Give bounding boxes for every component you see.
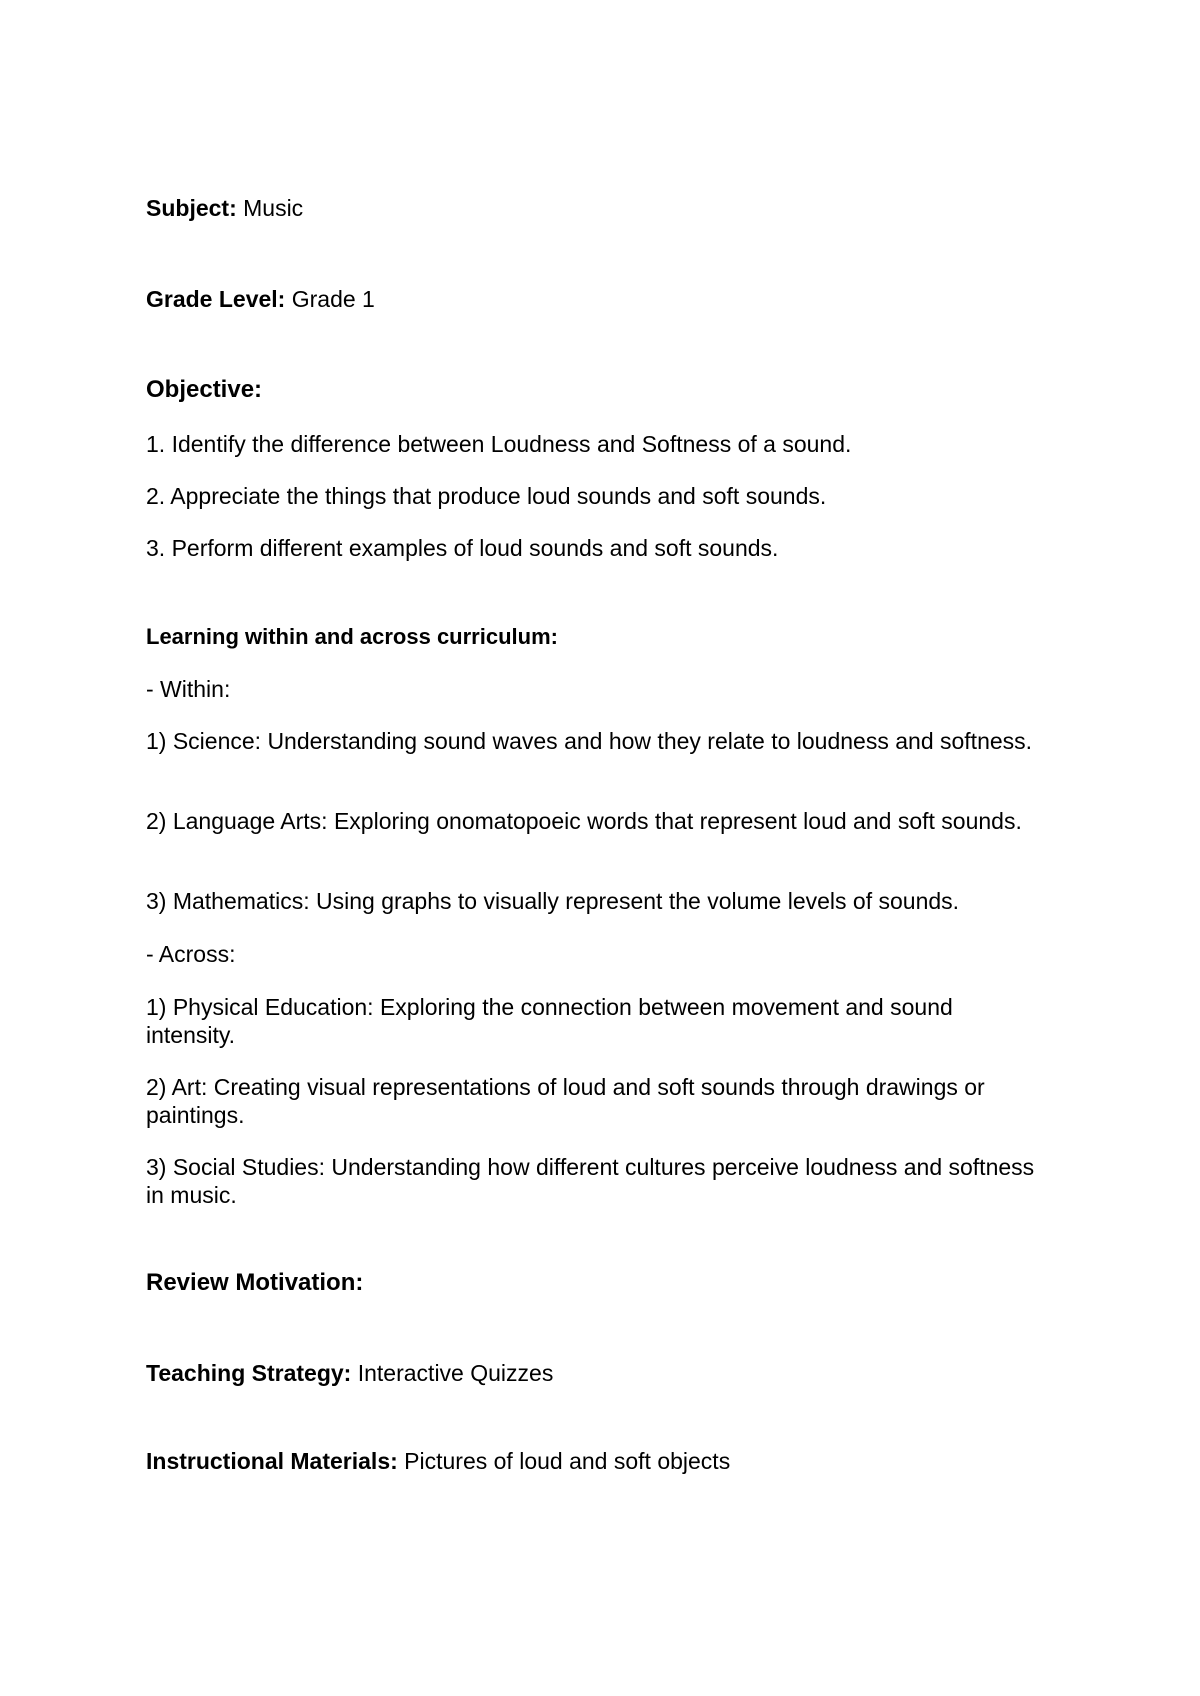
objective-item: 3. Perform different examples of loud sounds and soft sounds.	[146, 535, 779, 561]
instructional-materials-label: Instructional Materials:	[146, 1448, 398, 1474]
teaching-strategy-line	[146, 1359, 1046, 1387]
review-motivation-heading: Review Motivation:	[146, 1269, 364, 1296]
learning-heading: Learning within and across curriculum:	[146, 624, 558, 649]
grade-level-line	[146, 285, 1046, 313]
subject-line	[146, 194, 1046, 222]
within-label: - Within:	[146, 676, 231, 702]
objective-item: 1. Identify the difference between Loudness and Softness of a sound.	[146, 431, 852, 457]
across-item: 3) Social Studies: Understanding how different cultures perceive loudness and softness in music.	[146, 1154, 1035, 1208]
objective-item: 2. Appreciate the things that produce loud sounds and soft sounds.	[146, 483, 827, 509]
grade-level-label: Grade Level:	[146, 286, 286, 312]
teaching-strategy-label: Teaching Strategy:	[146, 1360, 352, 1386]
instructional-materials-value: Pictures of loud and soft objects	[404, 1448, 731, 1474]
subject-value: Music	[243, 195, 304, 221]
within-item: 3) Mathematics: Using graphs to visually represent the volume levels of sounds.	[146, 888, 960, 914]
subject-label: Subject:	[146, 195, 237, 221]
objective-heading: Objective:	[146, 376, 263, 403]
within-item: 2) Language Arts: Exploring onomatopoeic words that represent loud and soft sounds.	[146, 808, 1022, 834]
across-label: - Across:	[146, 941, 236, 967]
grade-level-value: Grade 1	[291, 286, 375, 312]
instructional-materials-line	[146, 1447, 1046, 1475]
across-item: 1) Physical Education: Exploring the connection between movement and sound intensity.	[146, 994, 953, 1048]
within-item: 1) Science: Understanding sound waves and how they relate to loudness and softness.	[146, 728, 1033, 754]
teaching-strategy-value: Interactive Quizzes	[357, 1360, 554, 1386]
across-item: 2) Art: Creating visual representations of loud and soft sounds through drawings or paintings.	[146, 1074, 985, 1128]
